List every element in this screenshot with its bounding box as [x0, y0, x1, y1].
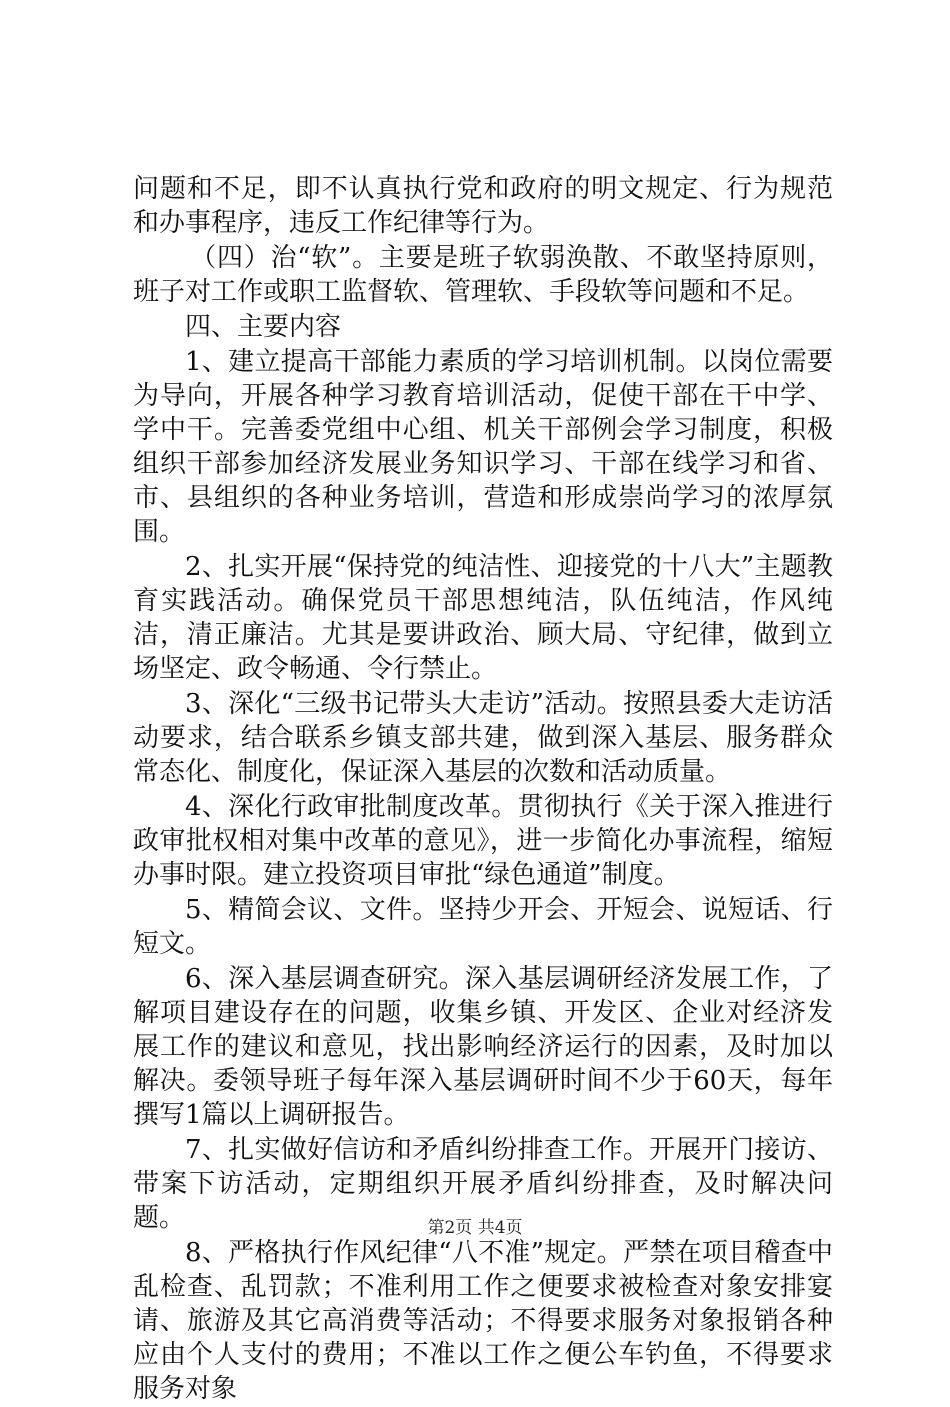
page-number-label: 第2页 共4页 — [427, 1218, 523, 1238]
page-footer — [0, 1217, 950, 1239]
paragraph-item-7: 7、扎实做好信访和矛盾纠纷排查工作。开展开门接访、带案下访活动，定期组织开展矛盾纠纷排查，及时解决问题。 — [133, 1135, 833, 1233]
paragraph-item-8: 8、严格执行作风纪律“八不准”规定。严禁在项目稽查中乱检查、乱罚款；不准利用工作之便要求被检查对象安排宴请、旅游及其它高消费等活动；不得要求服务对象报销各种应由个人支付的费用；不准以工作之便公车钓鱼，不得要求服务对象 — [133, 1238, 833, 1404]
paragraph-item-3: 3、深化“三级书记带头大走访”活动。按照县委大走访活动要求，结合联系乡镇支部共建，做到深入基层、服务群众常态化、制度化，保证深入基层的次数和活动质量。 — [133, 689, 833, 787]
section-heading-main-content: 四、主要内容 — [185, 312, 342, 342]
paragraph-item-6: 6、深入基层调查研究。深入基层调研经济发展工作，了解项目建设存在的问题，收集乡镇、开发区、企业对经济发展工作的建议和意见，找出影响经济运行的因素，及时加以解决。委领导班子每年深入基层调研时间不少于60天，每年撰写1篇以上调研报告。 — [133, 964, 833, 1130]
paragraph-item-4: 4、深化行政审批制度改革。贯彻执行《关于深入推进行政审批权相对集中改革的意见》，进一步简化办事流程，缩短办事时限。建立投资项目审批“绿色通道”制度。 — [133, 792, 833, 890]
paragraph-item-1: 1、建立提高干部能力素质的学习培训机制。以岗位需要为导向，开展各种学习教育培训活动，促使干部在干中学、学中干。完善委党组中心组、机关干部例会学习制度，积极组织干部参加经济发展业务知识学习、干部在线学习和省、市、县组织的各种业务培训，营造和形成崇尚学习的浓厚氛围。 — [133, 347, 833, 547]
paragraph-item-2: 2、扎实开展“保持党的纯洁性、迎接党的十八大”主题教育实践活动。确保党员干部思想纯洁，队伍纯洁，作风纯洁，清正廉洁。尤其是要讲政治、顾大局、守纪律，做到立场坚定、政令畅通、令行禁止。 — [133, 552, 833, 684]
paragraph-item-5: 5、精简会议、文件。坚持少开会、开短会、说短话、行短文。 — [133, 895, 833, 959]
paragraph-continued: 问题和不足，即不认真执行党和政府的明文规定、行为规范和办事程序，违反工作纪律等行为。 — [133, 174, 833, 238]
paragraph-section-four-soft: （四）治“软”。主要是班子软弱涣散、不敢坚持原则，班子对工作或职工监督软、管理软、手段软等问题和不足。 — [133, 243, 833, 307]
